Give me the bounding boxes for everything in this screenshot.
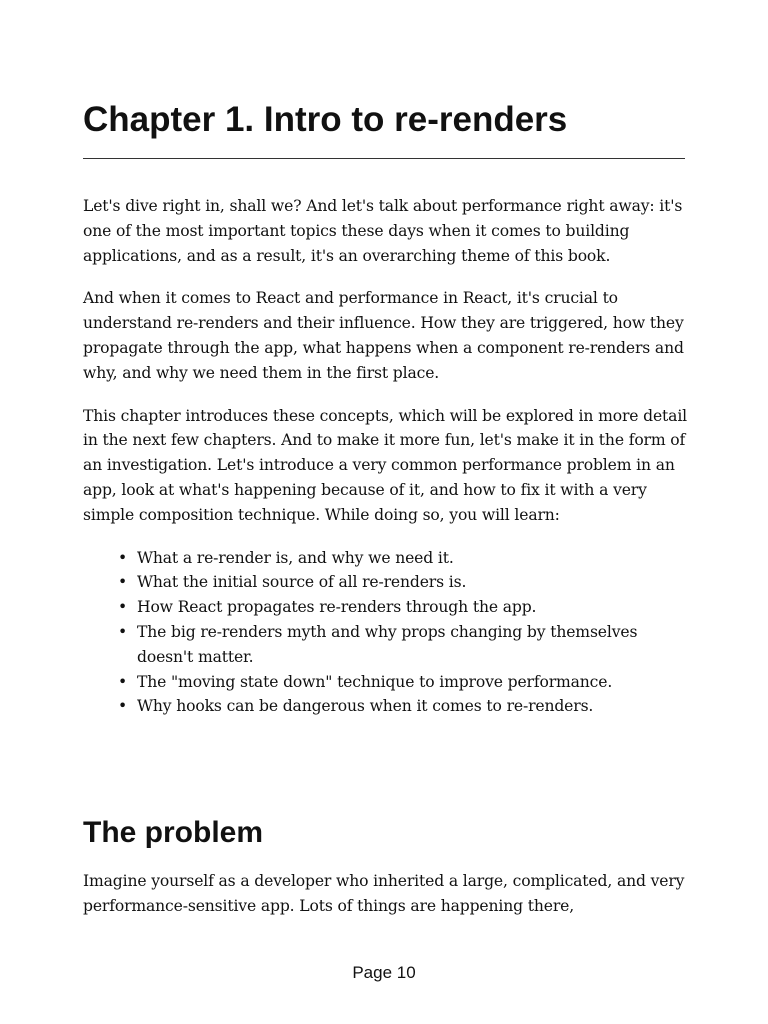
list-item-text: What the initial source of all re-renders is. — [137, 573, 467, 592]
bullet-icon: • — [118, 672, 128, 691]
bullet-icon: • — [118, 548, 128, 567]
bullet-icon: • — [118, 622, 128, 641]
section-paragraph: Imagine yourself as a developer who inherited a large, complicated, and very performance-sensitive app. Lots of things are happening there, — [83, 872, 685, 915]
intro-body — [83, 194, 687, 719]
list-item-text: Why hooks can be dangerous when it comes to re-renders. — [137, 697, 594, 716]
list-item-text: How React propagates re-renders through the app. — [137, 598, 537, 617]
list-item — [118, 694, 687, 719]
title-divider — [83, 158, 685, 159]
list-item — [118, 595, 687, 620]
chapter-title: Chapter 1. Intro to re-renders — [83, 100, 568, 139]
list-item — [118, 546, 687, 571]
list-item-text: What a re-render is, and why we need it. — [137, 548, 454, 567]
bullet-icon: • — [118, 697, 128, 716]
list-item — [118, 620, 687, 670]
page-number: Page 10 — [352, 963, 416, 982]
intro-paragraph-3: This chapter introduces these concepts, which will be explored in more detail in the next few chapters. And to make it more fun, let's make it in the form of an investigation. Let's introduce a very common performance problem in an app, look at what's happening because of it, and how to fix it with a very simple composition technique. While doing so, you will learn: — [83, 406, 688, 524]
bullet-icon: • — [118, 573, 128, 592]
section-body — [83, 869, 687, 919]
section-title: The problem — [83, 816, 264, 849]
list-item-text: The big re-renders myth and why props changing by themselves doesn't matter. — [137, 622, 638, 666]
bullet-icon: • — [118, 598, 128, 617]
intro-paragraph-1: Let's dive right in, shall we? And let's talk about performance right away: it's one of the most important topics these days when it comes to building applications, and as a result, it's an overarching theme of this book. — [83, 197, 683, 265]
list-item — [118, 670, 687, 695]
list-item — [118, 570, 687, 595]
list-item-text: The "moving state down" technique to improve performance. — [137, 672, 613, 691]
learn-list — [83, 546, 687, 720]
intro-paragraph-2: And when it comes to React and performance in React, it's crucial to understand re-renders and their influence. How they are triggered, how they propagate through the app, what happens when a component re-renders and why, and why we need them in the first place. — [83, 289, 684, 382]
